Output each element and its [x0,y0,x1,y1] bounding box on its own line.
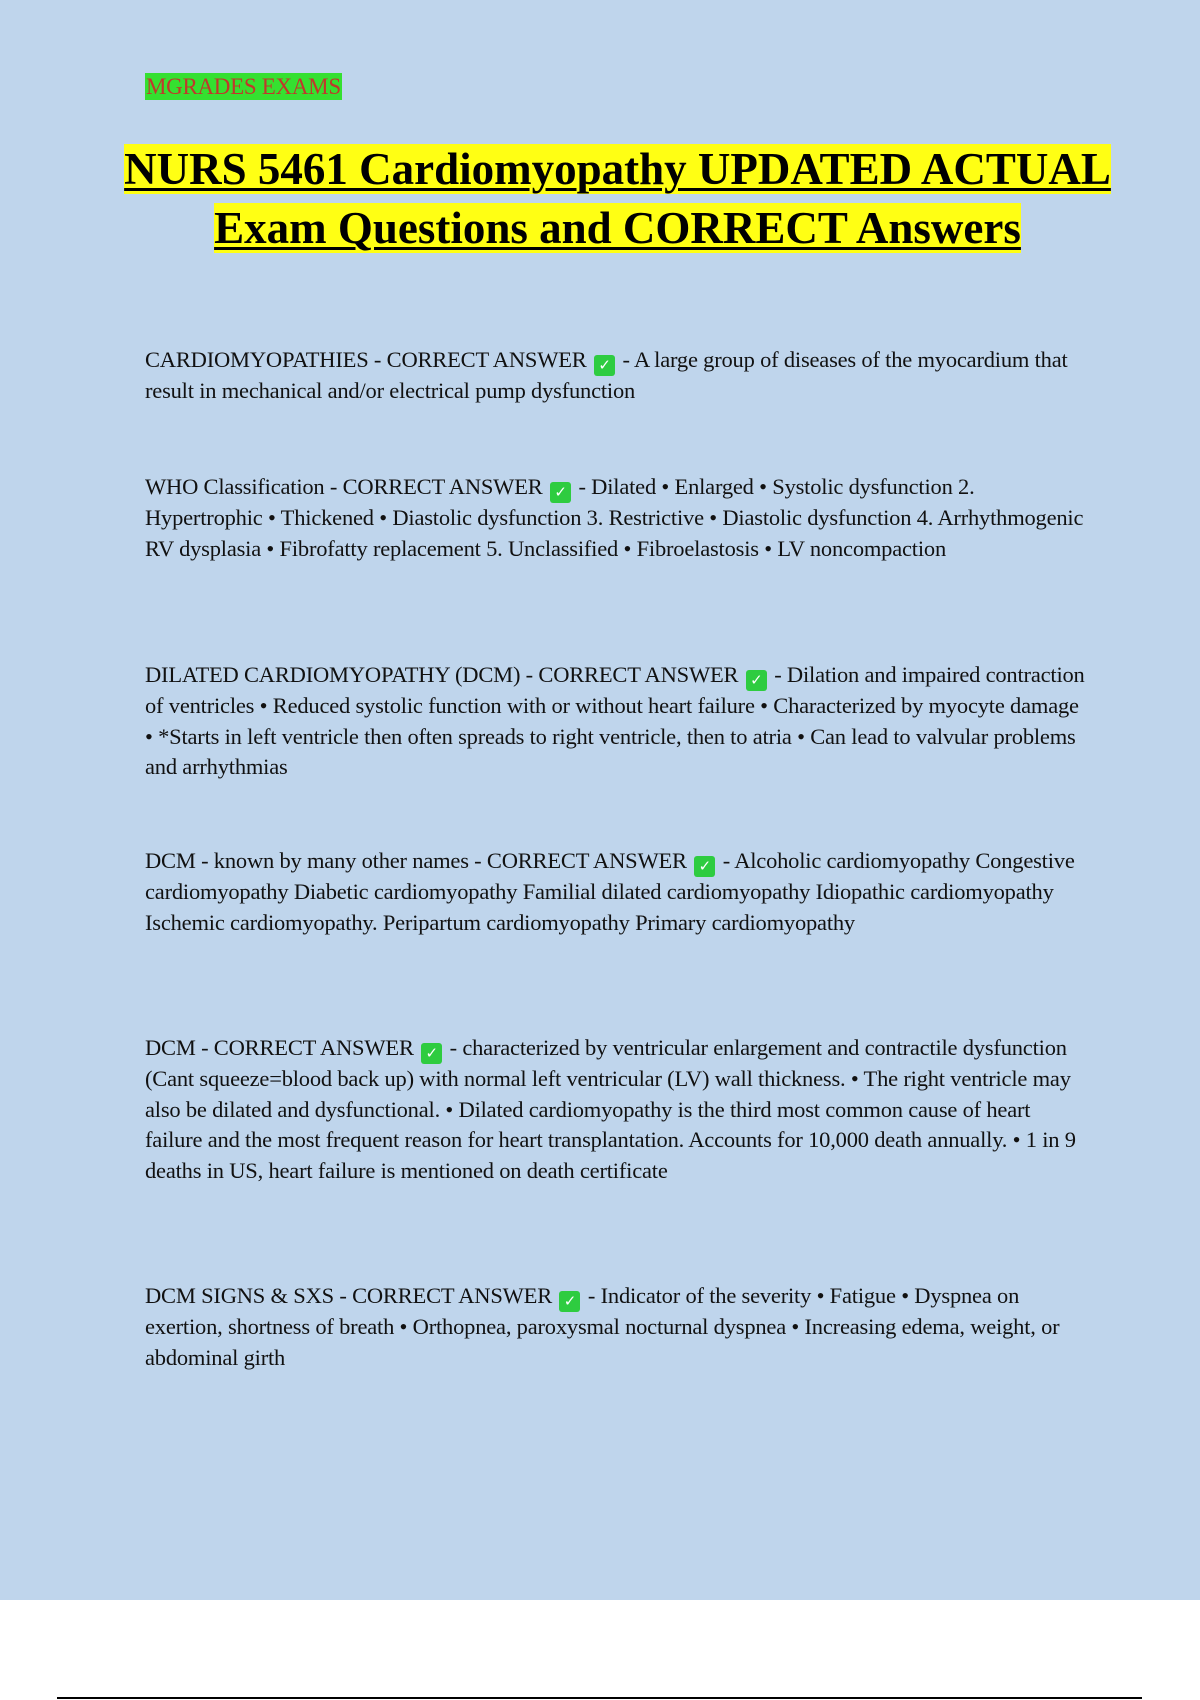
qa-term: WHO Classification - CORRECT ANSWER [145,474,543,499]
qa-answer: - Dilation and impaired contraction of ventricles • Reduced systolic function with or without heart failure • Characterized by myocyte damage • *Starts in left ventricle then often spreads to right ventricle, then to atria • Can lead to valvular problems and arrhythmias [145,662,1085,779]
qa-entry-who-classification [145,472,1090,564]
checkmark-icon: ✓ [594,355,615,376]
qa-answer: - Alcoholic cardiomyopathy Congestive cardiomyopathy Diabetic cardiomyopathy Familial dilated cardiomyopathy Idiopathic cardiomyopathy Ischemic cardiomyopathy. Peripartum cardiomyopathy Primary cardiomyopathy [145,848,1075,935]
qa-answer: - characterized by ventricular enlargement and contractile dysfunction (Cant squeeze=blood back up) with normal left ventricular (LV) wall thickness. • The right ventricle may also be dilated and dysfunctional. • Dilated cardiomyopathy is the third most common cause of heart failure and the most frequent reason for heart transplantation. Accounts for 10,000 death annually. • 1 in 9 deaths in US, heart failure is mentioned on death certificate [145,1035,1076,1183]
checkmark-icon: ✓ [550,482,571,503]
checkmark-icon: ✓ [421,1043,442,1064]
checkmark-icon: ✓ [746,670,767,691]
qa-term: DCM - known by many other names - CORRECT ANSWER [145,848,687,873]
qa-entry-dcm-other-names [145,846,1090,938]
qa-answer: - A large group of diseases of the myocardium that result in mechanical and/or electrical pump dysfunction [145,347,1068,403]
qa-answer: - Indicator of the severity • Fatigue • Dyspnea on exertion, shortness of breath • Orthopnea, paroxysmal nocturnal dyspnea • Increasing edema, weight, or abdominal girth [145,1283,1060,1370]
qa-term: DILATED CARDIOMYOPATHY (DCM) - CORRECT ANSWER [145,662,739,687]
qa-entry-cardiomyopathies [145,345,1090,407]
footer-divider [57,1697,1142,1699]
brand-label: MGRADES EXAMS [146,74,341,99]
document-title-text: NURS 5461 Cardiomyopathy UPDATED ACTUAL Exam Questions and CORRECT Answers [124,144,1111,253]
document-title [100,140,1135,258]
qa-term: DCM SIGNS & SXS - CORRECT ANSWER [145,1283,553,1308]
qa-term: DCM - CORRECT ANSWER [145,1035,414,1060]
qa-entry-dcm [145,1033,1090,1186]
qa-entry-dilated-cardiomyopathy [145,660,1090,783]
checkmark-icon: ✓ [559,1291,580,1312]
qa-answer: - Dilated • Enlarged • Systolic dysfunction 2. Hypertrophic • Thickened • Diastolic dysfunction 3. Restrictive • Diastolic dysfunction 4. Arrhythmogenic RV dysplasia • Fibrofatty replacement 5. Unclassified • Fibroelastosis • LV noncompaction [145,474,1084,561]
checkmark-icon: ✓ [694,856,715,877]
qa-term: CARDIOMYOPATHIES - CORRECT ANSWER [145,347,587,372]
qa-entry-dcm-signs [145,1281,1090,1373]
